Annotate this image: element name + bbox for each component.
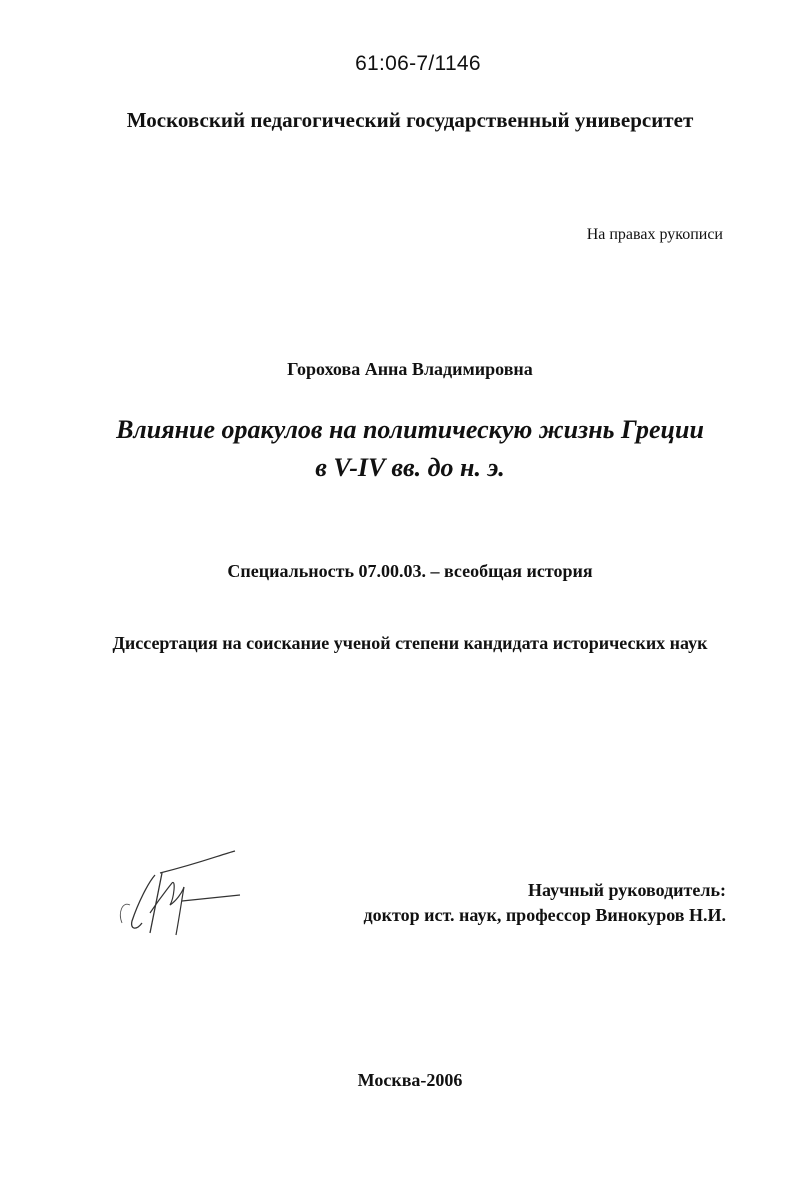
supervisor-label: Научный руководитель: — [528, 880, 726, 900]
specialty: Специальность 07.00.03. – всеобщая история — [227, 561, 593, 581]
title-line-2: в V-IV вв. до н. э. — [315, 453, 505, 482]
degree-statement: Диссертация на соискание ученой степени кандидата исторических наук — [112, 633, 708, 653]
handwritten-signature-icon — [110, 843, 250, 943]
catalog-code: 61:06-7/1146 — [355, 52, 481, 75]
rights-note: На правах рукописи — [586, 226, 723, 243]
dissertation-title — [0, 411, 794, 487]
author-name: Горохова Анна Владимировна — [287, 359, 533, 379]
title-line-1: Влияние оракулов на политическую жизнь Греции — [116, 415, 704, 444]
supervisor-block — [364, 878, 726, 928]
university-name: Московский педагогический государственный университет — [126, 108, 694, 132]
supervisor-name: доктор ист. наук, профессор Винокуров Н.И. — [363, 905, 726, 925]
city-year: Москва-2006 — [357, 1070, 463, 1090]
